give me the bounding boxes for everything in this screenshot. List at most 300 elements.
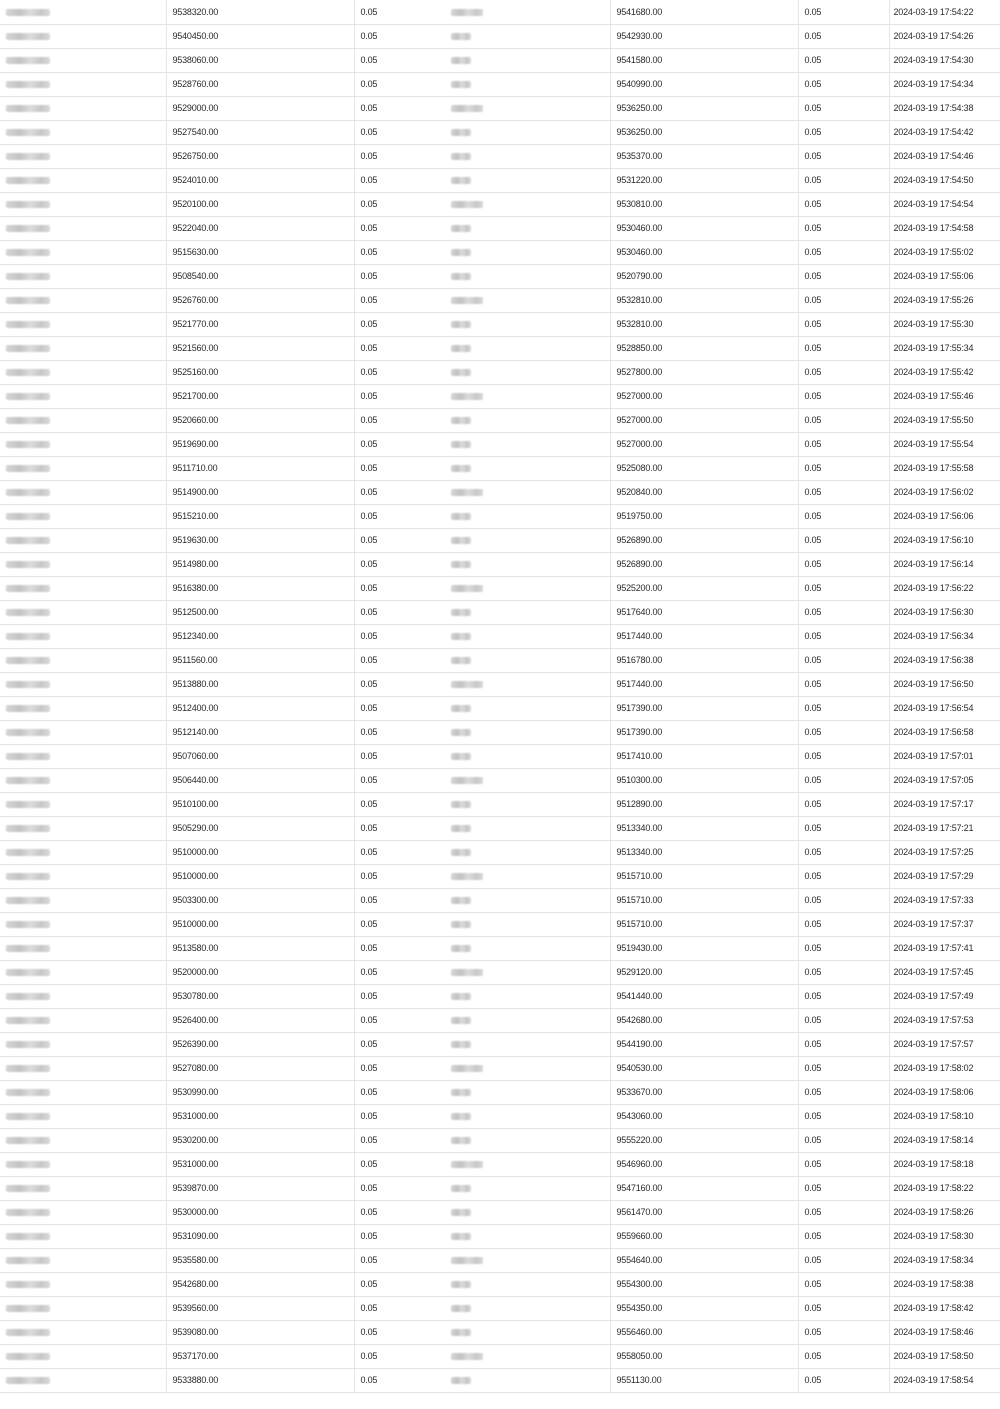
rate-cell[interactable]: 0.05 [798,768,889,792]
table-row[interactable] [0,1056,1000,1080]
redacted-name-cell[interactable] [445,360,610,384]
rate-cell[interactable]: 0.05 [354,408,445,432]
amount-cell[interactable]: 9519630.00 [166,528,354,552]
table-row[interactable] [0,1104,1000,1128]
timestamp-cell[interactable]: 2024-03-19 17:54:22 [889,0,1000,24]
amount-cell[interactable]: 9558050.00 [610,1344,798,1368]
timestamp-cell[interactable]: 2024-03-19 17:58:42 [889,1296,1000,1320]
amount-cell[interactable]: 9536250.00 [610,120,798,144]
amount-cell[interactable]: 9520840.00 [610,480,798,504]
timestamp-cell[interactable]: 2024-03-19 17:58:50 [889,1344,1000,1368]
amount-cell[interactable]: 9515210.00 [166,504,354,528]
rate-cell[interactable]: 0.05 [354,864,445,888]
amount-cell[interactable]: 9510100.00 [166,792,354,816]
amount-cell[interactable]: 9537170.00 [166,1344,354,1368]
table-row[interactable] [0,360,1000,384]
amount-cell[interactable]: 9547160.00 [610,1176,798,1200]
amount-cell[interactable]: 9541680.00 [610,0,798,24]
redacted-name-cell[interactable] [445,720,610,744]
amount-cell[interactable]: 9503300.00 [166,888,354,912]
table-row[interactable] [0,528,1000,552]
redacted-name-cell[interactable] [445,552,610,576]
amount-cell[interactable]: 9526400.00 [166,1008,354,1032]
table-row[interactable] [0,912,1000,936]
amount-cell[interactable]: 9527000.00 [610,384,798,408]
amount-cell[interactable]: 9516380.00 [166,576,354,600]
amount-cell[interactable]: 9533880.00 [166,1368,354,1392]
rate-cell[interactable]: 0.05 [354,1128,445,1152]
amount-cell[interactable]: 9507060.00 [166,744,354,768]
amount-cell[interactable]: 9539080.00 [166,1320,354,1344]
redacted-name-cell[interactable] [445,144,610,168]
amount-cell[interactable]: 9521700.00 [166,384,354,408]
redacted-name-cell[interactable] [445,1368,610,1392]
amount-cell[interactable]: 9542680.00 [166,1272,354,1296]
amount-cell[interactable]: 9517390.00 [610,696,798,720]
table-row[interactable] [0,264,1000,288]
rate-cell[interactable]: 0.05 [354,456,445,480]
redacted-id-cell[interactable] [0,888,166,912]
rate-cell[interactable]: 0.05 [354,744,445,768]
rate-cell[interactable]: 0.05 [798,600,889,624]
redacted-name-cell[interactable] [445,936,610,960]
timestamp-cell[interactable]: 2024-03-19 17:57:33 [889,888,1000,912]
redacted-name-cell[interactable] [445,792,610,816]
rate-cell[interactable]: 0.05 [354,504,445,528]
rate-cell[interactable]: 0.05 [354,840,445,864]
redacted-name-cell[interactable] [445,24,610,48]
redacted-name-cell[interactable] [445,984,610,1008]
rate-cell[interactable]: 0.05 [798,144,889,168]
redacted-id-cell[interactable] [0,360,166,384]
redacted-name-cell[interactable] [445,72,610,96]
rate-cell[interactable]: 0.05 [354,1008,445,1032]
table-row[interactable] [0,216,1000,240]
redacted-name-cell[interactable] [445,240,610,264]
timestamp-cell[interactable]: 2024-03-19 17:54:26 [889,24,1000,48]
redacted-name-cell[interactable] [445,1080,610,1104]
rate-cell[interactable]: 0.05 [354,240,445,264]
redacted-id-cell[interactable] [0,864,166,888]
rate-cell[interactable]: 0.05 [354,216,445,240]
table-row[interactable] [0,432,1000,456]
rate-cell[interactable]: 0.05 [798,1368,889,1392]
rate-cell[interactable]: 0.05 [354,528,445,552]
rate-cell[interactable]: 0.05 [798,744,889,768]
amount-cell[interactable]: 9540450.00 [166,24,354,48]
timestamp-cell[interactable]: 2024-03-19 17:58:10 [889,1104,1000,1128]
redacted-name-cell[interactable] [445,624,610,648]
rate-cell[interactable]: 0.05 [798,552,889,576]
redacted-name-cell[interactable] [445,1008,610,1032]
amount-cell[interactable]: 9541580.00 [610,48,798,72]
redacted-name-cell[interactable] [445,744,610,768]
timestamp-cell[interactable]: 2024-03-19 17:54:42 [889,120,1000,144]
rate-cell[interactable]: 0.05 [798,384,889,408]
timestamp-cell[interactable]: 2024-03-19 17:58:38 [889,1272,1000,1296]
rate-cell[interactable]: 0.05 [798,288,889,312]
rate-cell[interactable]: 0.05 [798,1056,889,1080]
redacted-id-cell[interactable] [0,120,166,144]
table-row[interactable] [0,576,1000,600]
table-row[interactable] [0,1200,1000,1224]
amount-cell[interactable]: 9515710.00 [610,912,798,936]
redacted-name-cell[interactable] [445,600,610,624]
timestamp-cell[interactable]: 2024-03-19 17:54:30 [889,48,1000,72]
amount-cell[interactable]: 9510000.00 [166,840,354,864]
redacted-name-cell[interactable] [445,1272,610,1296]
timestamp-cell[interactable]: 2024-03-19 17:57:17 [889,792,1000,816]
timestamp-cell[interactable]: 2024-03-19 17:55:26 [889,288,1000,312]
rate-cell[interactable]: 0.05 [354,1176,445,1200]
rate-cell[interactable]: 0.05 [798,912,889,936]
rate-cell[interactable]: 0.05 [354,1344,445,1368]
amount-cell[interactable]: 9554640.00 [610,1248,798,1272]
amount-cell[interactable]: 9515630.00 [166,240,354,264]
amount-cell[interactable]: 9510300.00 [610,768,798,792]
redacted-name-cell[interactable] [445,408,610,432]
rate-cell[interactable]: 0.05 [354,576,445,600]
amount-cell[interactable]: 9529000.00 [166,96,354,120]
rate-cell[interactable]: 0.05 [354,384,445,408]
table-row[interactable] [0,504,1000,528]
redacted-name-cell[interactable] [445,528,610,552]
timestamp-cell[interactable]: 2024-03-19 17:58:26 [889,1200,1000,1224]
rate-cell[interactable]: 0.05 [798,816,889,840]
rate-cell[interactable]: 0.05 [798,576,889,600]
amount-cell[interactable]: 9530780.00 [166,984,354,1008]
amount-cell[interactable]: 9546960.00 [610,1152,798,1176]
rate-cell[interactable]: 0.05 [354,288,445,312]
rate-cell[interactable]: 0.05 [354,960,445,984]
table-row[interactable] [0,1272,1000,1296]
timestamp-cell[interactable]: 2024-03-19 17:57:49 [889,984,1000,1008]
amount-cell[interactable]: 9530200.00 [166,1128,354,1152]
amount-cell[interactable]: 9512140.00 [166,720,354,744]
timestamp-cell[interactable]: 2024-03-19 17:54:34 [889,72,1000,96]
timestamp-cell[interactable]: 2024-03-19 17:55:34 [889,336,1000,360]
table-row[interactable] [0,1080,1000,1104]
redacted-name-cell[interactable] [445,1224,610,1248]
rate-cell[interactable]: 0.05 [354,360,445,384]
timestamp-cell[interactable]: 2024-03-19 17:55:46 [889,384,1000,408]
table-row[interactable] [0,1344,1000,1368]
timestamp-cell[interactable]: 2024-03-19 17:58:54 [889,1368,1000,1392]
table-row[interactable] [0,24,1000,48]
amount-cell[interactable]: 9535370.00 [610,144,798,168]
amount-cell[interactable]: 9529120.00 [610,960,798,984]
amount-cell[interactable]: 9530460.00 [610,240,798,264]
amount-cell[interactable]: 9526890.00 [610,528,798,552]
amount-cell[interactable]: 9528760.00 [166,72,354,96]
redacted-id-cell[interactable] [0,1056,166,1080]
redacted-name-cell[interactable] [445,1176,610,1200]
amount-cell[interactable]: 9515710.00 [610,864,798,888]
amount-cell[interactable]: 9512500.00 [166,600,354,624]
rate-cell[interactable]: 0.05 [798,48,889,72]
timestamp-cell[interactable]: 2024-03-19 17:56:10 [889,528,1000,552]
redacted-id-cell[interactable] [0,264,166,288]
rate-cell[interactable]: 0.05 [354,672,445,696]
table-row[interactable] [0,1224,1000,1248]
amount-cell[interactable]: 9526760.00 [166,288,354,312]
rate-cell[interactable]: 0.05 [798,1320,889,1344]
redacted-name-cell[interactable] [445,1056,610,1080]
timestamp-cell[interactable]: 2024-03-19 17:56:30 [889,600,1000,624]
timestamp-cell[interactable]: 2024-03-19 17:56:54 [889,696,1000,720]
rate-cell[interactable]: 0.05 [798,888,889,912]
amount-cell[interactable]: 9536250.00 [610,96,798,120]
timestamp-cell[interactable]: 2024-03-19 17:55:50 [889,408,1000,432]
table-row[interactable] [0,1128,1000,1152]
redacted-id-cell[interactable] [0,768,166,792]
amount-cell[interactable]: 9561470.00 [610,1200,798,1224]
redacted-name-cell[interactable] [445,432,610,456]
timestamp-cell[interactable]: 2024-03-19 17:55:58 [889,456,1000,480]
amount-cell[interactable]: 9555220.00 [610,1128,798,1152]
amount-cell[interactable]: 9517410.00 [610,744,798,768]
rate-cell[interactable]: 0.05 [798,264,889,288]
rate-cell[interactable]: 0.05 [354,120,445,144]
timestamp-cell[interactable]: 2024-03-19 17:58:22 [889,1176,1000,1200]
table-row[interactable] [0,288,1000,312]
rate-cell[interactable]: 0.05 [798,96,889,120]
amount-cell[interactable]: 9530460.00 [610,216,798,240]
rate-cell[interactable]: 0.05 [798,960,889,984]
amount-cell[interactable]: 9521770.00 [166,312,354,336]
redacted-name-cell[interactable] [445,1104,610,1128]
redacted-id-cell[interactable] [0,432,166,456]
redacted-id-cell[interactable] [0,1200,166,1224]
redacted-id-cell[interactable] [0,744,166,768]
table-row[interactable] [0,144,1000,168]
rate-cell[interactable]: 0.05 [798,1104,889,1128]
table-row[interactable] [0,864,1000,888]
timestamp-cell[interactable]: 2024-03-19 17:58:46 [889,1320,1000,1344]
amount-cell[interactable]: 9531000.00 [166,1152,354,1176]
redacted-id-cell[interactable] [0,1080,166,1104]
redacted-name-cell[interactable] [445,648,610,672]
amount-cell[interactable]: 9520660.00 [166,408,354,432]
redacted-id-cell[interactable] [0,720,166,744]
amount-cell[interactable]: 9527080.00 [166,1056,354,1080]
rate-cell[interactable]: 0.05 [798,1344,889,1368]
rate-cell[interactable]: 0.05 [798,696,889,720]
redacted-id-cell[interactable] [0,456,166,480]
rate-cell[interactable]: 0.05 [798,408,889,432]
amount-cell[interactable]: 9520100.00 [166,192,354,216]
redacted-id-cell[interactable] [0,1296,166,1320]
amount-cell[interactable]: 9517640.00 [610,600,798,624]
redacted-name-cell[interactable] [445,1032,610,1056]
redacted-id-cell[interactable] [0,288,166,312]
redacted-id-cell[interactable] [0,96,166,120]
table-row[interactable] [0,840,1000,864]
redacted-id-cell[interactable] [0,312,166,336]
timestamp-cell[interactable]: 2024-03-19 17:54:54 [889,192,1000,216]
amount-cell[interactable]: 9517390.00 [610,720,798,744]
redacted-id-cell[interactable] [0,1008,166,1032]
redacted-id-cell[interactable] [0,408,166,432]
amount-cell[interactable]: 9531220.00 [610,168,798,192]
amount-cell[interactable]: 9554300.00 [610,1272,798,1296]
table-row[interactable] [0,1152,1000,1176]
rate-cell[interactable]: 0.05 [354,144,445,168]
amount-cell[interactable]: 9513340.00 [610,840,798,864]
amount-cell[interactable]: 9540530.00 [610,1056,798,1080]
rate-cell[interactable]: 0.05 [354,1296,445,1320]
table-row[interactable] [0,1320,1000,1344]
amount-cell[interactable]: 9512890.00 [610,792,798,816]
amount-cell[interactable]: 9526890.00 [610,552,798,576]
timestamp-cell[interactable]: 2024-03-19 17:58:14 [889,1128,1000,1152]
redacted-id-cell[interactable] [0,696,166,720]
timestamp-cell[interactable]: 2024-03-19 17:56:34 [889,624,1000,648]
redacted-id-cell[interactable] [0,1344,166,1368]
redacted-name-cell[interactable] [445,1200,610,1224]
redacted-name-cell[interactable] [445,912,610,936]
redacted-name-cell[interactable] [445,192,610,216]
redacted-name-cell[interactable] [445,864,610,888]
rate-cell[interactable]: 0.05 [798,672,889,696]
rate-cell[interactable]: 0.05 [354,312,445,336]
redacted-name-cell[interactable] [445,96,610,120]
timestamp-cell[interactable]: 2024-03-19 17:58:02 [889,1056,1000,1080]
timestamp-cell[interactable]: 2024-03-19 17:56:14 [889,552,1000,576]
rate-cell[interactable]: 0.05 [354,912,445,936]
redacted-id-cell[interactable] [0,816,166,840]
timestamp-cell[interactable]: 2024-03-19 17:56:50 [889,672,1000,696]
rate-cell[interactable]: 0.05 [354,888,445,912]
amount-cell[interactable]: 9511710.00 [166,456,354,480]
redacted-id-cell[interactable] [0,216,166,240]
rate-cell[interactable]: 0.05 [354,1080,445,1104]
rate-cell[interactable]: 0.05 [798,1176,889,1200]
amount-cell[interactable]: 9513340.00 [610,816,798,840]
rate-cell[interactable]: 0.05 [798,1296,889,1320]
rate-cell[interactable]: 0.05 [798,1272,889,1296]
redacted-id-cell[interactable] [0,240,166,264]
table-row[interactable] [0,168,1000,192]
timestamp-cell[interactable]: 2024-03-19 17:55:06 [889,264,1000,288]
table-row[interactable] [0,96,1000,120]
amount-cell[interactable]: 9559660.00 [610,1224,798,1248]
rate-cell[interactable]: 0.05 [354,792,445,816]
redacted-id-cell[interactable] [0,936,166,960]
redacted-name-cell[interactable] [445,1344,610,1368]
amount-cell[interactable]: 9530810.00 [610,192,798,216]
table-row[interactable] [0,384,1000,408]
redacted-name-cell[interactable] [445,1296,610,1320]
table-row[interactable] [0,192,1000,216]
amount-cell[interactable]: 9514980.00 [166,552,354,576]
amount-cell[interactable]: 9527800.00 [610,360,798,384]
redacted-id-cell[interactable] [0,192,166,216]
table-row[interactable] [0,240,1000,264]
timestamp-cell[interactable]: 2024-03-19 17:56:22 [889,576,1000,600]
amount-cell[interactable]: 9530000.00 [166,1200,354,1224]
rate-cell[interactable]: 0.05 [798,840,889,864]
table-row[interactable] [0,480,1000,504]
rate-cell[interactable]: 0.05 [354,1032,445,1056]
redacted-name-cell[interactable] [445,456,610,480]
rate-cell[interactable]: 0.05 [354,768,445,792]
redacted-id-cell[interactable] [0,480,166,504]
redacted-id-cell[interactable] [0,24,166,48]
table-row[interactable] [0,0,1000,24]
redacted-name-cell[interactable] [445,672,610,696]
amount-cell[interactable]: 9527000.00 [610,432,798,456]
table-row[interactable] [0,120,1000,144]
rate-cell[interactable]: 0.05 [354,1224,445,1248]
redacted-name-cell[interactable] [445,0,610,24]
redacted-id-cell[interactable] [0,912,166,936]
rate-cell[interactable]: 0.05 [354,264,445,288]
rate-cell[interactable]: 0.05 [354,1248,445,1272]
table-row[interactable] [0,696,1000,720]
amount-cell[interactable]: 9519750.00 [610,504,798,528]
rate-cell[interactable]: 0.05 [354,984,445,1008]
redacted-id-cell[interactable] [0,1128,166,1152]
redacted-name-cell[interactable] [445,312,610,336]
redacted-name-cell[interactable] [445,1152,610,1176]
amount-cell[interactable]: 9524010.00 [166,168,354,192]
amount-cell[interactable]: 9510000.00 [166,864,354,888]
redacted-id-cell[interactable] [0,1368,166,1392]
rate-cell[interactable]: 0.05 [798,864,889,888]
redacted-id-cell[interactable] [0,552,166,576]
amount-cell[interactable]: 9517440.00 [610,672,798,696]
timestamp-cell[interactable]: 2024-03-19 17:57:45 [889,960,1000,984]
rate-cell[interactable]: 0.05 [354,1104,445,1128]
timestamp-cell[interactable]: 2024-03-19 17:54:46 [889,144,1000,168]
timestamp-cell[interactable]: 2024-03-19 17:55:02 [889,240,1000,264]
table-row[interactable] [0,960,1000,984]
table-row[interactable] [0,816,1000,840]
table-row[interactable] [0,1032,1000,1056]
redacted-name-cell[interactable] [445,48,610,72]
table-row[interactable] [0,888,1000,912]
redacted-id-cell[interactable] [0,1104,166,1128]
timestamp-cell[interactable]: 2024-03-19 17:57:29 [889,864,1000,888]
redacted-name-cell[interactable] [445,384,610,408]
rate-cell[interactable]: 0.05 [798,24,889,48]
redacted-id-cell[interactable] [0,648,166,672]
timestamp-cell[interactable]: 2024-03-19 17:56:38 [889,648,1000,672]
rate-cell[interactable]: 0.05 [354,720,445,744]
amount-cell[interactable]: 9512340.00 [166,624,354,648]
amount-cell[interactable]: 9511560.00 [166,648,354,672]
amount-cell[interactable]: 9541440.00 [610,984,798,1008]
redacted-id-cell[interactable] [0,960,166,984]
timestamp-cell[interactable]: 2024-03-19 17:58:18 [889,1152,1000,1176]
redacted-id-cell[interactable] [0,504,166,528]
redacted-id-cell[interactable] [0,72,166,96]
redacted-id-cell[interactable] [0,144,166,168]
redacted-id-cell[interactable] [0,0,166,24]
rate-cell[interactable]: 0.05 [798,936,889,960]
amount-cell[interactable]: 9540990.00 [610,72,798,96]
amount-cell[interactable]: 9520000.00 [166,960,354,984]
amount-cell[interactable]: 9539560.00 [166,1296,354,1320]
amount-cell[interactable]: 9544190.00 [610,1032,798,1056]
amount-cell[interactable]: 9525160.00 [166,360,354,384]
timestamp-cell[interactable]: 2024-03-19 17:55:30 [889,312,1000,336]
table-row[interactable] [0,1008,1000,1032]
amount-cell[interactable]: 9525200.00 [610,576,798,600]
redacted-id-cell[interactable] [0,984,166,1008]
rate-cell[interactable]: 0.05 [354,432,445,456]
